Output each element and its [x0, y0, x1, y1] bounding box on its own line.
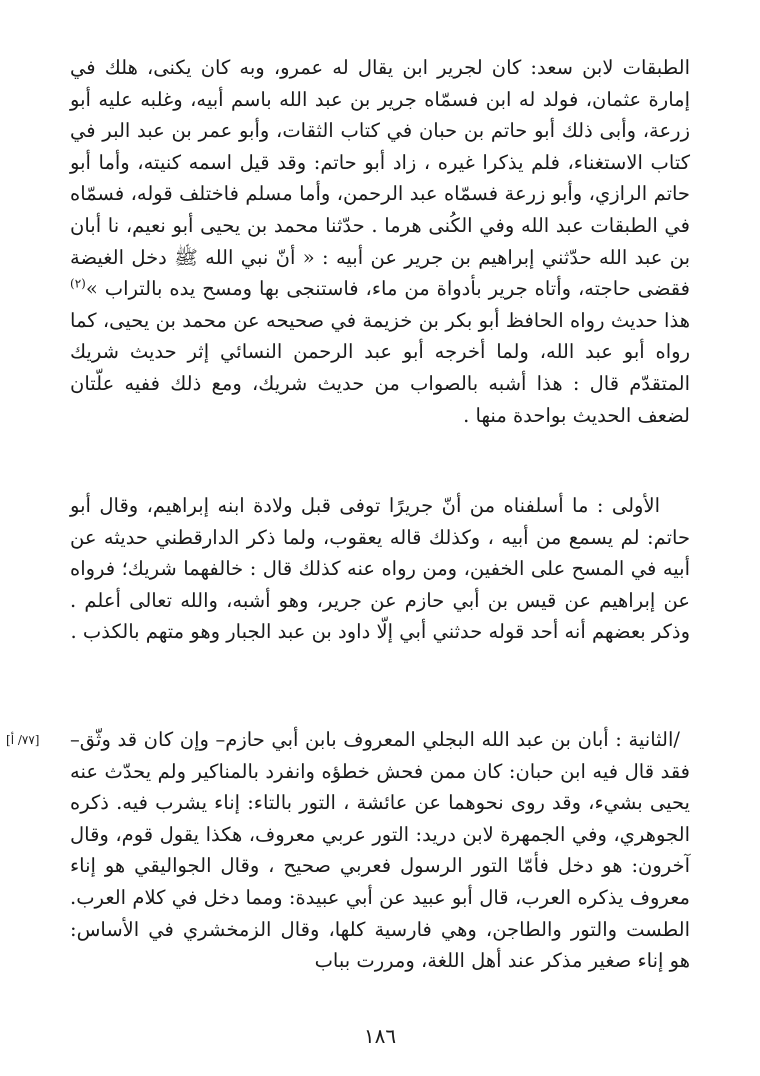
paragraph-tabaqat	[70, 52, 690, 431]
paragraph-tabaqat-text: الطبقات لابن سعد: كان لجرير ابن يقال له عمرو، وبه كان يكنى، هلك في إمارة عثمان، فولد له ابن فسمّاه جرير بن عبد الله باسم أبيه، وغلبه عليه أبو زرعة، وأبى ذلك أبو حاتم بن حبان في كتاب الثقات، وأبو عمر بن عبد البر في كتاب الاستغناء، فلم يذكرا غيره ، زاد أبو حاتم: وقد قيل اسمه كنيته، وأما أبو حاتم الرازي، وأبو زرعة فسمّاه عبد الرحمن، وأما مسلم فاختلف قوله، فسمّاه في الطبقات عبد الله وفي الكُنى هرما . حدّثنا محمد بن يحيى أبو نعيم، نا أبان بن عبد الله حدّثني إبراهيم بن جرير عن أبيه : « أنّ نبي الله ﷺ دخل الغيضة فقضى حاجته، وأتاه جرير بأدواة من ماء، فاستنجى بها ومسح يده بالتراب »	[70, 56, 690, 301]
paragraph-first-defect: الأولى : ما أسلفناه من أنّ جريرًا توفى قبل ولادة ابنه إبراهيم، وقال أبو حاتم: لم يسمع من أبيه ، وكذلك قاله يعقوب، ولما ذكر الدارقطني حديثه عن أبيه في المسح على الخفين، ومن رواه عنه كذلك قال : خالفهما شريك؛ فرواه عن إبراهيم عن قيس بن أبي حازم عن جرير، وهو أشبه، والله تعالى أعلم . وذكر بعضهم أنه أحد قوله حدثني أبي إلّا داود بن عبد الجبار وهو متهم بالكذب .	[70, 494, 690, 644]
paragraph-second-defect: /الثانية : أبان بن عبد الله البجلي المعروف بابن أبي حازم– وإن كان قد وثّق– فقد قال فيه ابن حبان: كان ممن فحش خطؤه وانفرد بالمناكير ولم يحدّث عنه يحيى بشيء، وقد روى نحوهما عن عائشة ، التور بالتاء: إناء يشرب فيه. ذكره الجوهري، وفي الجمهرة لابن دريد: التور عربي معروف، هكذا يقول قوم، وقال آخرون: هو دخل فأمّا التور الرسول فعربي صحيح ، وقال الجواليقي هو إناء معروف يذكره العرب، قال أبو عبيد عن أبي عبيدة: ومما دخل في كلام العرب. الطست والتور والطاجن، وهي فارسية كلها، وقال الزمخشري في الأساس: هو إناء صغير مذكر عند أهل اللغة، ومررت بباب	[70, 728, 690, 973]
document-page	[6, 52, 690, 1052]
manuscript-folio-marker: [٧٧/ أ]	[6, 733, 40, 747]
paragraph-tabaqat-tail: هذا حديث رواه الحافظ أبو بكر بن خزيمة في صحيحه عن محمد بن يحيى، كما رواه أبو عبد الله، ولما أخرجه أبو عبد الرحمن النسائي إثر حديث شريك المتقدّم قال : هذا أشبه بالصواب من حديث شريك، ومع ذلك ففيه علّتان لضعف الحديث بواحدة منها .	[70, 308, 690, 427]
footnote-reference: (٢)	[70, 276, 86, 291]
page-number: ١٨٦	[363, 1024, 397, 1048]
